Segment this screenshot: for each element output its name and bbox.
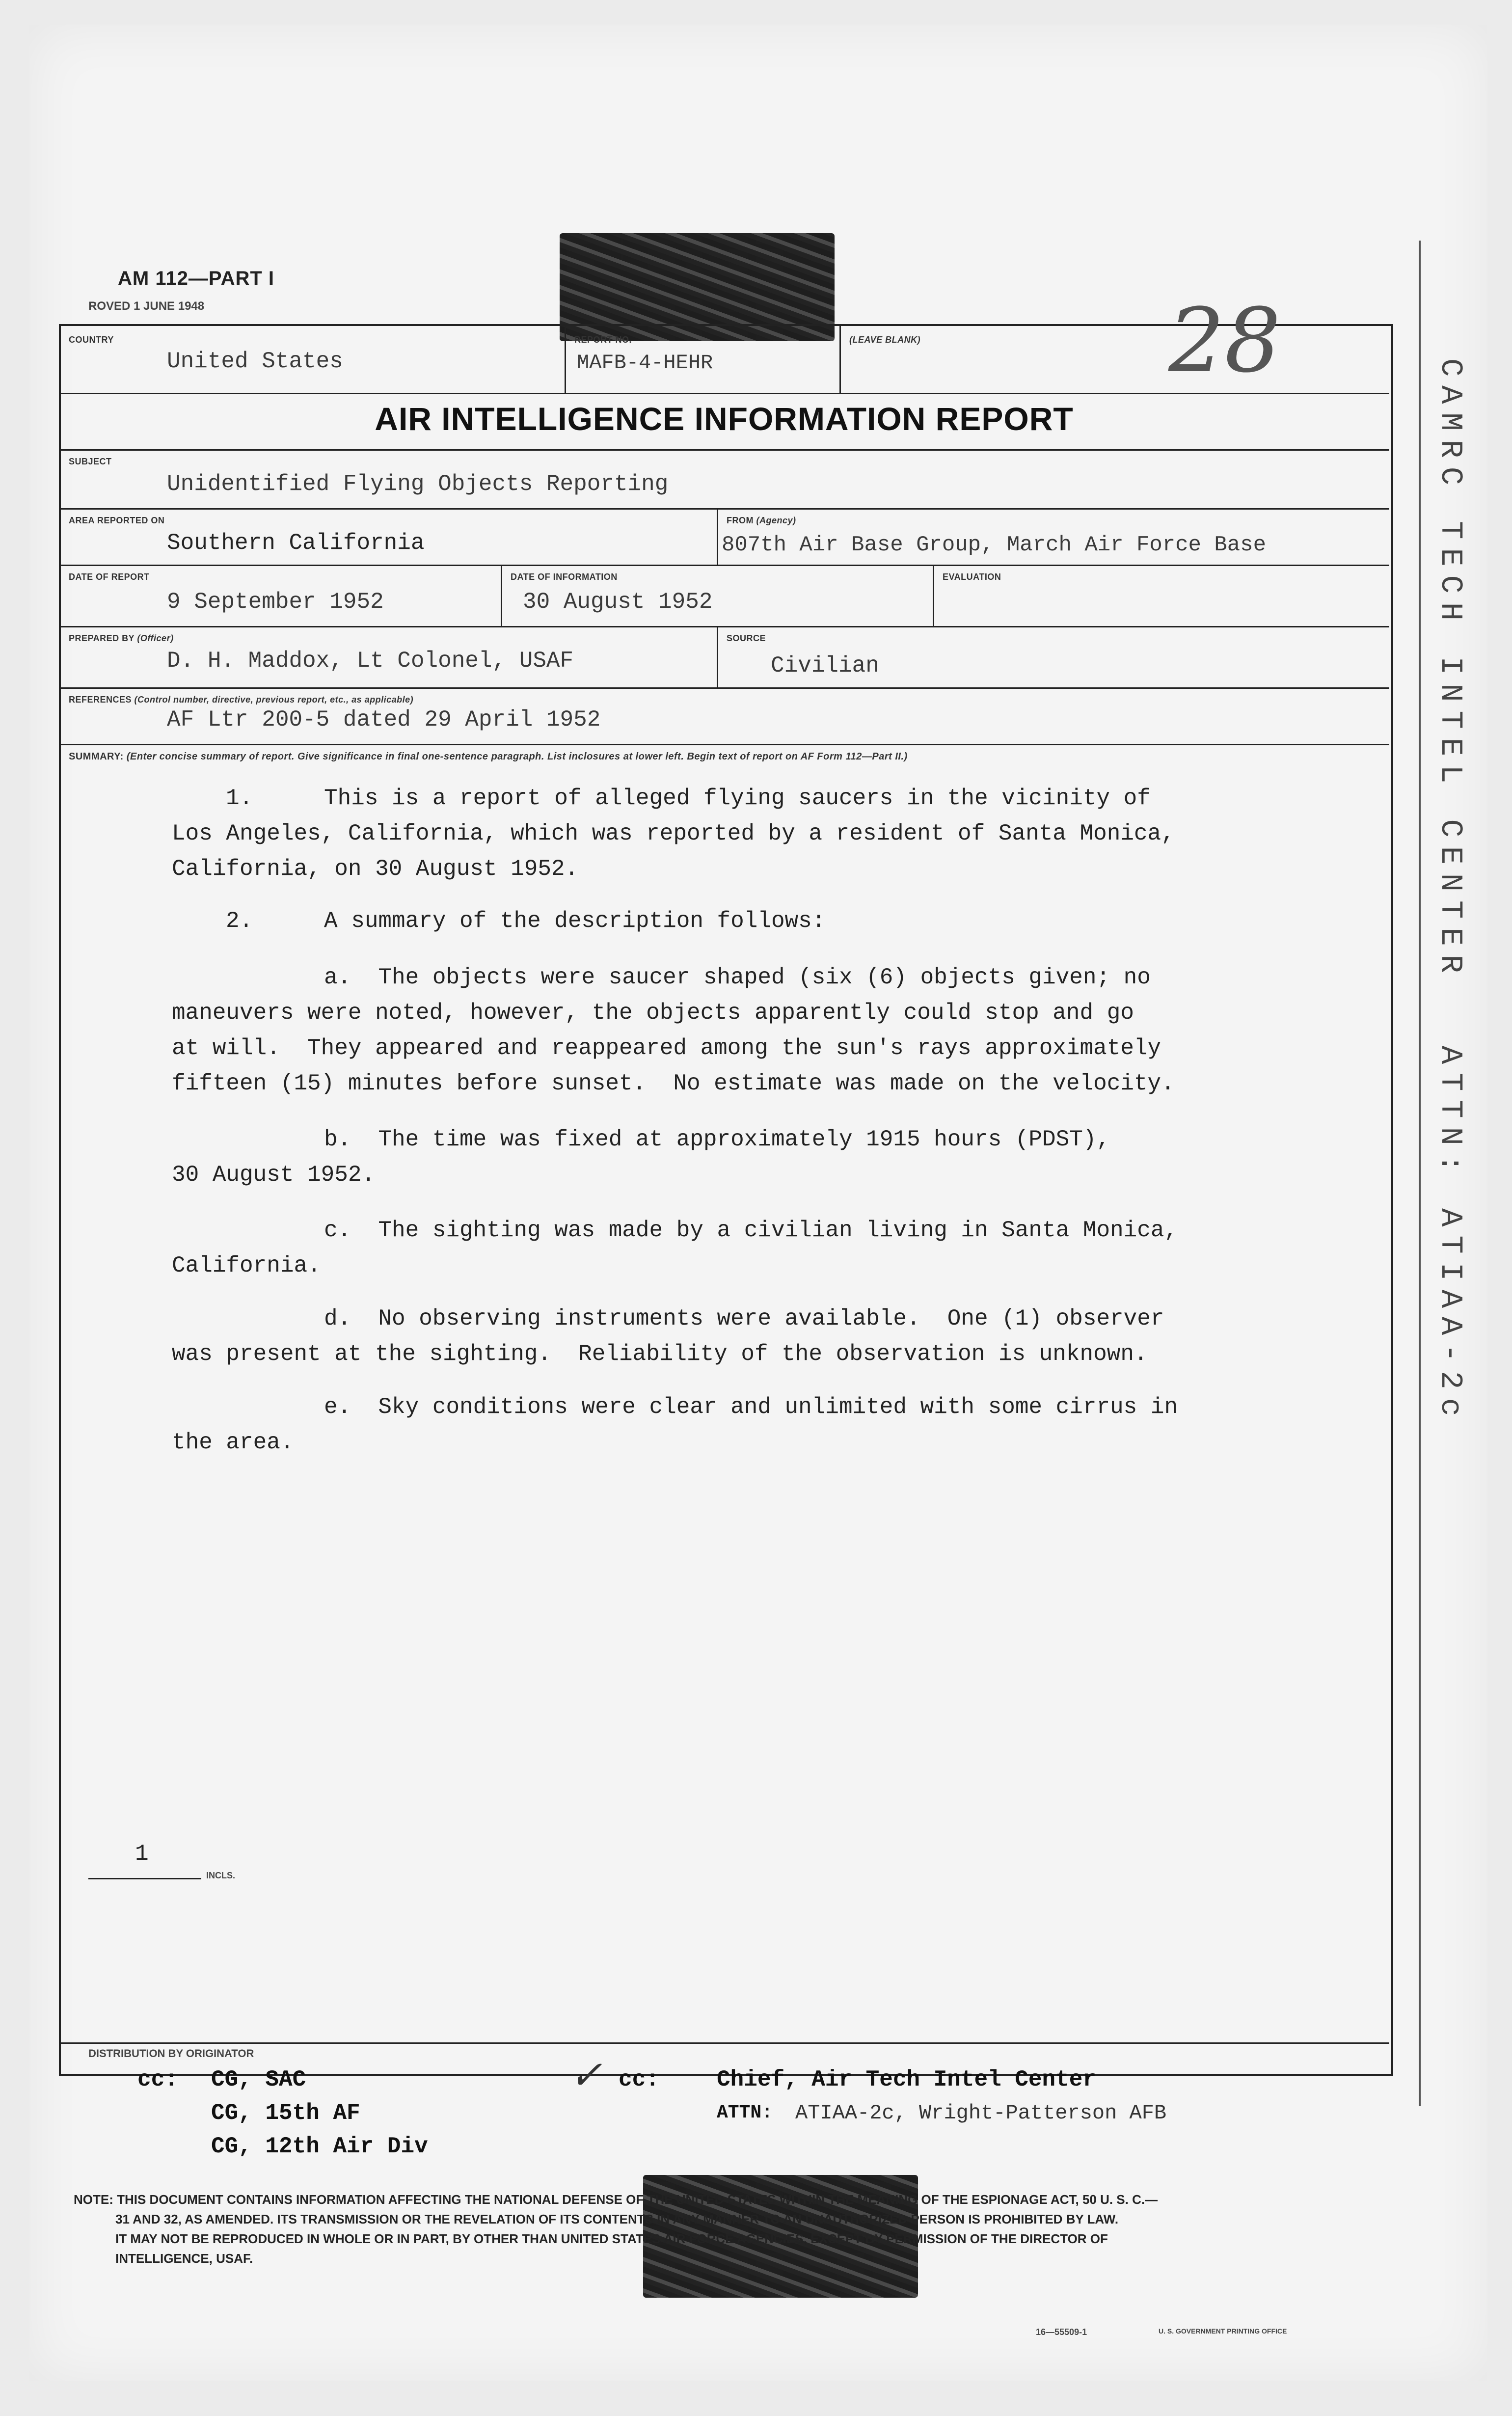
cc2-line-1: Chief, Air Tech Intel Center [717,2067,1096,2092]
prepared-label-text: PREPARED BY [69,633,135,643]
item-d-line-2: was present at the sighting. Reliability of the observation is unknown. [172,1341,1148,1367]
para-1-line-2: Los Angeles, California, which was reported by a resident of Santa Monica, [172,821,1175,846]
country-value: United States [167,349,343,374]
summary-label-row [69,751,908,762]
divider [59,687,1389,689]
report-title: AIR INTELLIGENCE INFORMATION REPORT [375,401,1074,437]
from-label-text: FROM [727,516,754,525]
prepared-label [69,633,174,644]
form-number: AM 112—PART I [118,268,274,289]
printer-office: U. S. GOVERNMENT PRINTING OFFICE [1159,2327,1287,2335]
references-value: AF Ltr 200-5 dated 29 April 1952 [167,707,601,733]
document-page [29,25,1487,2381]
para-1-line-3: California, on 30 August 1952. [172,856,579,882]
security-note-line-2: 31 AND 32, AS AMENDED. ITS TRANSMISSION OR THE REVELATION OF ITS CONTENTS IN ANY MANNER TO AN UNAUTHORIZED PERSON IS PROHIBITED BY LAW. [115,2212,1119,2226]
item-b-line-1: b. The time was fixed at approximately 1915 hours (PDST), [324,1127,1110,1152]
margin-stamp: CAMRC TECH INTEL CENTER [1433,358,1468,982]
divider [839,324,841,393]
cc2-label: cc: [619,2067,659,2092]
divider [501,565,502,626]
country-label: COUNTRY [69,335,114,345]
item-c-line-1: c. The sighting was made by a civilian living in Santa Monica, [324,1218,1178,1243]
from-label [727,516,796,526]
para-1-number: 1. [226,786,253,811]
para-1-line-1: This is a report of alleged flying saucers in the vicinity of [324,786,1151,811]
security-note-line-3: IT MAY NOT BE REPRODUCED IN WHOLE OR IN PART, BY OTHER THAN UNITED STATES AIR FORCE AGENCIES, EXCEPT BY PERMISSION OF THE DIRECTOR OF [115,2231,1108,2246]
security-note-line-4: INTELLIGENCE, USAF. [115,2251,253,2266]
divider [59,626,1389,627]
item-e-line-1: e. Sky conditions were clear and unlimited with some cirrus in [324,1394,1178,1420]
date-info-value: 30 August 1952 [523,589,713,615]
evaluation-label: EVALUATION [943,572,1001,582]
attn-label: ATTN: [717,2102,773,2123]
item-b-line-2: 30 August 1952. [172,1162,376,1188]
date-info-label: DATE OF INFORMATION [511,572,618,582]
margin-attn: ATTN: ATIAA-2c [1433,1046,1468,1425]
item-e-line-2: the area. [172,1430,294,1455]
form-approved-date: ROVED 1 JUNE 1948 [88,299,205,313]
area-value: Southern California [167,530,425,556]
form-outer-box [59,324,1393,2076]
leave-blank-label: (LEAVE BLANK) [849,335,921,345]
para-2-text: A summary of the description follows: [324,908,826,934]
summary-label: SUMMARY: [69,751,124,762]
divider [59,393,1389,394]
divider [59,449,1389,451]
report-no-value: MAFB-4-HEHR [577,351,713,375]
handwritten-number: 28 [1168,290,1281,392]
item-d-line-1: d. No observing instruments were available. One (1) observer [324,1306,1164,1331]
cc-item-3: CG, 12th Air Div [211,2134,428,2159]
divider [59,2042,1389,2044]
item-a-line-1: a. The objects were saucer shaped (six (6) objects given; no [324,965,1151,990]
date-report-value: 9 September 1952 [167,589,384,615]
margin-rule [1419,241,1421,2106]
cc2-line-2: ATIAA-2c, Wright-Patterson AFB [795,2101,1167,2125]
subject-label: SUBJECT [69,457,112,466]
area-label: AREA REPORTED ON [69,516,165,525]
source-label: SOURCE [727,633,766,643]
security-note [74,2190,1448,2268]
source-value: Civilian [771,653,879,679]
prepared-by-value: D. H. Maddox, Lt Colonel, USAF [167,648,574,674]
item-a-line-2: maneuvers were noted, however, the objects apparently could stop and go [172,1000,1134,1026]
inclosures-label: INCLS. [206,1871,236,1880]
item-c-line-2: California. [172,1253,321,1278]
prepared-officer-label: (Officer) [137,633,174,643]
from-agency-label: (Agency) [756,516,796,525]
from-value: 807th Air Base Group, March Air Force Base [722,533,1266,557]
item-a-line-3: at will. They appeared and reappeared among the sun's rays approximately [172,1035,1161,1061]
checkmark-icon: ✓ [569,2052,603,2098]
divider [717,626,718,687]
date-report-label: DATE OF REPORT [69,572,150,582]
summary-instructions: (Enter concise summary of report. Give significance in final one-sentence paragraph. List inclosures at lower left. Begin text of report on AF Form 112—Part II.) [126,751,908,762]
security-note-line-1: NOTE: THIS DOCUMENT CONTAINS INFORMATION AFFECTING THE NATIONAL DEFENSE OF THE UNITED STATES WITHIN THE MEANING OF THE ESPIONAGE ACT, 50 U. S. C.— [74,2192,1158,2207]
inclosures-line [88,1878,201,1879]
references-label [69,695,413,705]
divider [565,324,566,393]
divider [59,744,1389,745]
divider [59,565,1389,566]
inclosures-count: 1 [135,1841,149,1867]
distribution-label: DISTRIBUTION BY ORIGINATOR [88,2047,254,2060]
references-note: (Control number, directive, previous report, etc., as applicable) [134,695,414,705]
report-no-label: REPORT NO. [574,335,632,345]
item-a-line-4: fifteen (15) minutes before sunset. No estimate was made on the velocity. [172,1071,1175,1096]
printer-code: 16—55509-1 [1036,2327,1087,2337]
para-2-number: 2. [226,908,253,934]
divider [59,508,1389,510]
cc-label: cc: [137,2067,178,2092]
divider [717,508,718,565]
references-label-text: REFERENCES [69,695,132,705]
cc-item-1: CG, SAC [211,2067,306,2092]
subject-value: Unidentified Flying Objects Reporting [167,471,669,497]
divider [933,565,934,626]
cc-item-2: CG, 15th AF [211,2100,360,2126]
